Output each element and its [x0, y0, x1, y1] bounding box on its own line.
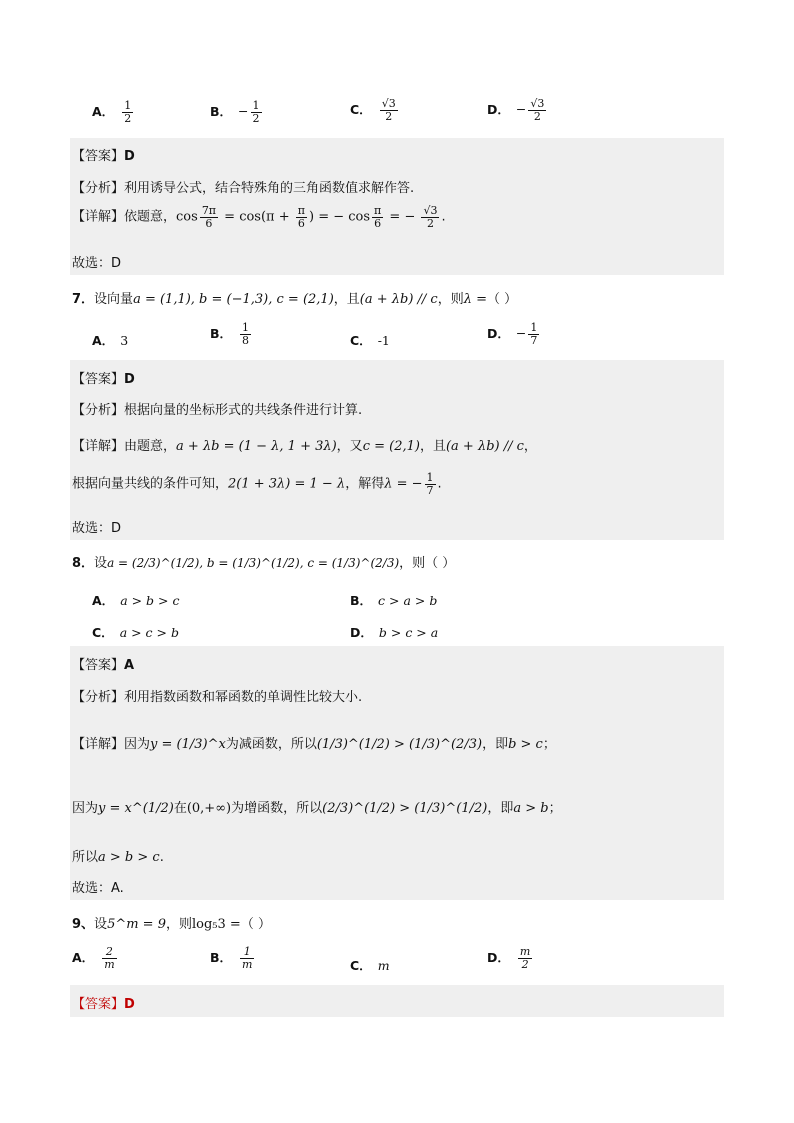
q8-option-c: C． a > c > b	[92, 625, 179, 640]
q9-option-d: D． $\frac{m}{2}$	[487, 945, 531, 971]
q8-analysis: 【分析】利用指数函数和幂函数的单调性比较大小.	[72, 690, 363, 705]
q7-choice: 故选：D	[72, 521, 122, 536]
q7-detail-line2: 根据向量共线的条件可知，2(1 + 3λ) = 1 − λ，解得λ = − $\frac{1}{7}$ .	[72, 471, 442, 497]
q8-option-a: A． a > b > c	[92, 593, 180, 608]
q6-option-d: D． − $\frac{√3}{2}$	[487, 97, 545, 123]
q6-detail: 【详解】依题意，cos $\frac{7\pi}{6}$ = cos(π + $\frac{\pi}{6}$ ) = − cos $\frac{\pi}{6}$ = − $\frac{√3}{2}$ .	[72, 204, 446, 230]
q7-option-b: B． $\frac{1}{8}$	[210, 321, 250, 347]
q6-option-b: B． − $\frac{1}{2}$	[210, 99, 260, 125]
q7-option-a: A． 3	[92, 333, 129, 348]
q9-answer: 【答案】D	[72, 997, 135, 1012]
q9-option-c: C． m	[350, 958, 390, 973]
q6-option-c: C． $\frac{√3}{2}$	[350, 97, 396, 123]
q7-option-d: D． − $\frac{1}{7}$	[487, 321, 538, 347]
q6-choice: 故选：D	[72, 256, 122, 271]
q7-stem: 7．设向量a = (1,1), b = (−1,3), c = (2,1)，且(a + λb) // c，则λ =（ ）	[72, 292, 518, 307]
q8-choice: 故选：A.	[72, 881, 124, 896]
q7-detail: 【详解】由题意，a + λb = (1 − λ, 1 + 3λ)，又c = (2,1)，且(a + λb) // c，	[72, 439, 537, 454]
q9-option-a: A． $\frac{2}{m}$	[72, 945, 115, 971]
q8-detail-line2: 因为y = x^(1/2)在(0,+∞)为增函数，所以(2/3)^(1/2) > (1/3)^(1/2)，即a > b；	[72, 801, 562, 816]
q8-option-b: B． c > a > b	[350, 593, 438, 608]
q7-option-c: C． -1	[350, 333, 390, 348]
q7-answer: 【答案】D	[72, 372, 135, 387]
q8-detail-line3: 所以a > b > c.	[72, 850, 164, 865]
q7-analysis: 【分析】根据向量的坐标形式的共线条件进行计算.	[72, 403, 363, 418]
q9-solution-block	[70, 985, 724, 1017]
q6-answer: 【答案】D	[72, 149, 135, 164]
q9-stem: 9、设5^m = 9，则log₅3 =（ ）	[72, 917, 271, 932]
q6-analysis: 【分析】利用诱导公式，结合特殊角的三角函数值求解作答.	[72, 181, 415, 196]
q8-solution-block	[70, 646, 724, 900]
q8-answer: 【答案】A	[72, 658, 135, 673]
q8-option-d: D． b > c > a	[350, 625, 439, 640]
q9-option-b: B． $\frac{1}{m}$	[210, 945, 253, 971]
q6-option-a: A． $\frac{1}{2}$	[92, 99, 132, 125]
q8-detail: 【详解】因为y = (1/3)^x为减函数，所以(1/3)^(1/2) > (1/3)^(2/3)，即b > c；	[72, 737, 556, 752]
q8-stem: 8．设a = (2/3)^(1/2), b = (1/3)^(1/2), c = (1/3)^(2/3)，则（ ）	[72, 556, 456, 571]
